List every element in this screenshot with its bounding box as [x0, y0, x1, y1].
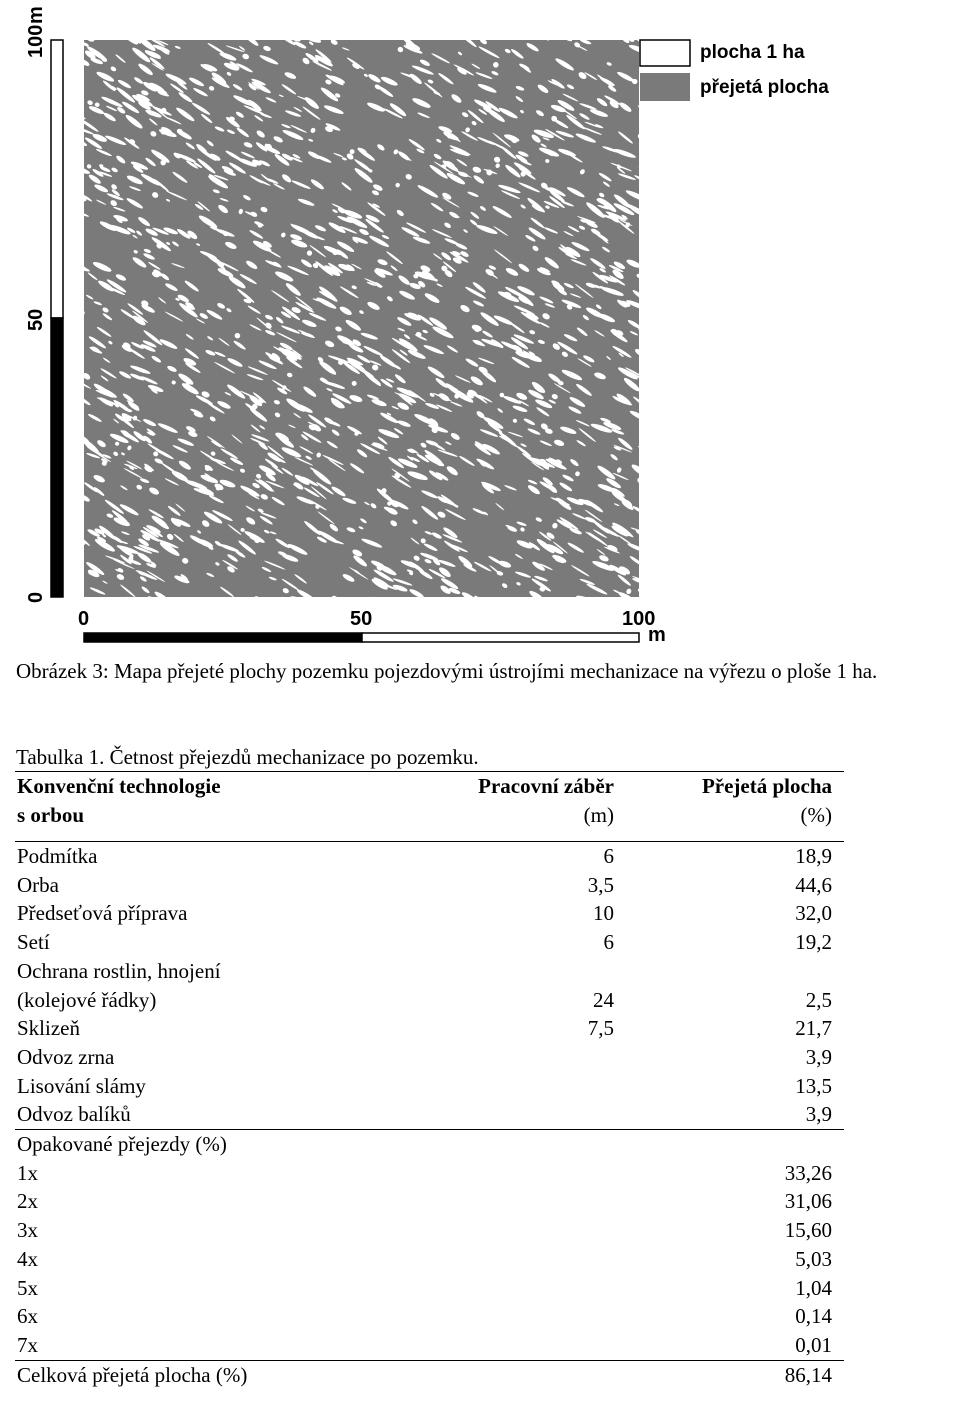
table-row — [15, 986, 844, 1015]
map-streak — [638, 396, 647, 403]
pass-share: 5,03 — [795, 1246, 832, 1271]
empty-cell — [447, 1274, 614, 1303]
table-row — [15, 1100, 844, 1129]
pass-count: 2x — [17, 1189, 38, 1214]
table-caption: Tabulka 1. Četnost přejezdů mechanizace po pozemku. — [16, 745, 479, 769]
hscale-label-unit: m — [648, 624, 666, 646]
table-header — [15, 772, 844, 842]
header-driven-area-unit: (%) — [800, 802, 832, 827]
pass-count: 4x — [17, 1246, 38, 1271]
repeated-pass-row — [15, 1245, 844, 1274]
operation-name: Předseťová příprava — [17, 901, 188, 926]
working-width-value: 3,5 — [587, 872, 614, 897]
hscale-label-50: 50 — [350, 608, 373, 630]
working-width-value: 7,5 — [587, 1016, 614, 1041]
header-working-width: Pracovní záběr — [478, 774, 614, 798]
working-width-value: 6 — [603, 930, 614, 955]
working-width-value — [447, 957, 614, 986]
map-area — [84, 40, 639, 597]
working-width-value — [447, 1100, 614, 1129]
passes-table — [15, 771, 844, 1389]
header-technology: Konvenční technologie — [17, 774, 221, 798]
legend-label-area: plocha 1 ha — [700, 42, 805, 63]
driven-area-value — [614, 957, 844, 986]
table-row — [15, 899, 844, 928]
operation-name: Ochrana rostlin, hnojení — [17, 958, 221, 983]
repeated-pass-row — [15, 1159, 844, 1188]
table-row — [15, 871, 844, 900]
map-streak — [638, 169, 650, 179]
table-body — [15, 842, 844, 1130]
pass-count: 5x — [17, 1275, 38, 1300]
map-streak — [637, 587, 654, 600]
driven-area-value: 2,5 — [805, 987, 832, 1012]
header-driven-area: Přejetá plocha — [701, 774, 832, 798]
driven-area-value: 19,2 — [795, 930, 832, 955]
header-rule — [15, 829, 844, 842]
driven-area-value: 21,7 — [795, 1016, 832, 1041]
repeated-pass-row — [15, 1274, 844, 1303]
driven-area-value: 18,9 — [795, 844, 832, 868]
pass-count: 1x — [17, 1160, 38, 1185]
horizontal-scale-white — [362, 633, 639, 642]
total-section — [15, 1360, 844, 1389]
vscale-label-unit: m — [25, 6, 47, 24]
pass-share: 15,60 — [784, 1218, 832, 1243]
empty-cell — [447, 1302, 614, 1331]
operation-name: Podmítka — [17, 844, 98, 868]
empty-cell — [447, 1159, 614, 1188]
legend-label-driven: přejetá plocha — [700, 77, 829, 98]
pass-count: 6x — [17, 1304, 38, 1329]
vscale-label-100: 100 — [25, 24, 47, 58]
working-width-value — [447, 1043, 614, 1072]
map-figure — [0, 0, 960, 650]
map-streak — [642, 497, 647, 501]
pass-share: 31,06 — [784, 1189, 832, 1214]
pass-share: 33,26 — [784, 1160, 832, 1185]
operation-name: Orba — [17, 872, 59, 897]
operation-name: (kolejové řádky) — [17, 987, 157, 1012]
map-streak — [638, 138, 647, 147]
table-row — [15, 842, 844, 871]
map-streak — [125, 33, 131, 39]
pass-share: 1,04 — [795, 1275, 832, 1300]
vertical-scale-white — [51, 40, 63, 318]
working-width-value: 10 — [593, 901, 614, 926]
operation-name: Odvoz zrna — [17, 1044, 115, 1069]
empty-cell — [447, 1216, 614, 1245]
header-working-width-unit: (m) — [583, 802, 614, 827]
repeated-passes-heading: Opakované přejezdy (%) — [15, 1130, 844, 1159]
figure-caption: Obrázek 3: Mapa přejeté plochy pozemku pojezdovými ústrojími mechanizace na výřezu o ploše 1 ha. — [16, 659, 878, 683]
empty-cell — [447, 1245, 614, 1274]
map-streak — [370, 596, 384, 607]
driven-area-value: 13,5 — [795, 1073, 832, 1098]
repeated-pass-row — [15, 1216, 844, 1245]
table-row — [15, 1014, 844, 1043]
table-row — [15, 1072, 844, 1101]
table-row — [15, 1043, 844, 1072]
total-label: Celková přejetá plocha (%) — [15, 1360, 447, 1389]
map-streak — [639, 511, 646, 516]
total-value: 86,14 — [614, 1360, 844, 1389]
operation-name: Lisování slámy — [17, 1073, 146, 1098]
map-streak — [535, 31, 550, 41]
operation-name: Odvoz balíků — [17, 1102, 131, 1127]
working-width-value: 24 — [593, 987, 614, 1012]
map-streak — [638, 164, 652, 174]
hscale-label-100: 100 — [622, 608, 656, 630]
repeated-passes-section — [15, 1130, 844, 1361]
driven-area-value: 3,9 — [805, 1102, 832, 1127]
pass-share: 0,14 — [795, 1304, 832, 1329]
operation-name: Setí — [17, 930, 50, 955]
pass-count: 3x — [17, 1218, 38, 1243]
working-width-value: 6 — [603, 844, 614, 868]
header-technology-line2: s orbou — [17, 802, 85, 827]
pass-count: 7x — [17, 1332, 38, 1357]
working-width-value — [447, 1072, 614, 1101]
vscale-label-50: 50 — [25, 308, 47, 331]
repeated-pass-row — [15, 1187, 844, 1216]
driven-area-value: 3,9 — [805, 1044, 832, 1069]
horizontal-scale-black — [84, 633, 362, 642]
empty-cell — [447, 1187, 614, 1216]
legend-swatch-driven — [640, 73, 690, 101]
pass-share: 0,01 — [795, 1332, 832, 1357]
vscale-label-0: 0 — [25, 591, 47, 603]
repeated-pass-row — [15, 1302, 844, 1331]
repeated-pass-row — [15, 1331, 844, 1360]
operation-name: Sklizeň — [17, 1016, 80, 1041]
legend-swatch-area — [640, 40, 690, 66]
driven-area-value: 32,0 — [795, 901, 832, 926]
map-streak — [640, 497, 647, 503]
empty-cell — [447, 1331, 614, 1360]
vertical-scale-black — [51, 318, 63, 597]
hscale-label-0: 0 — [78, 608, 90, 630]
table-row — [15, 928, 844, 957]
table-row — [15, 957, 844, 986]
total-empty — [447, 1360, 614, 1389]
driven-area-value: 44,6 — [795, 872, 832, 897]
